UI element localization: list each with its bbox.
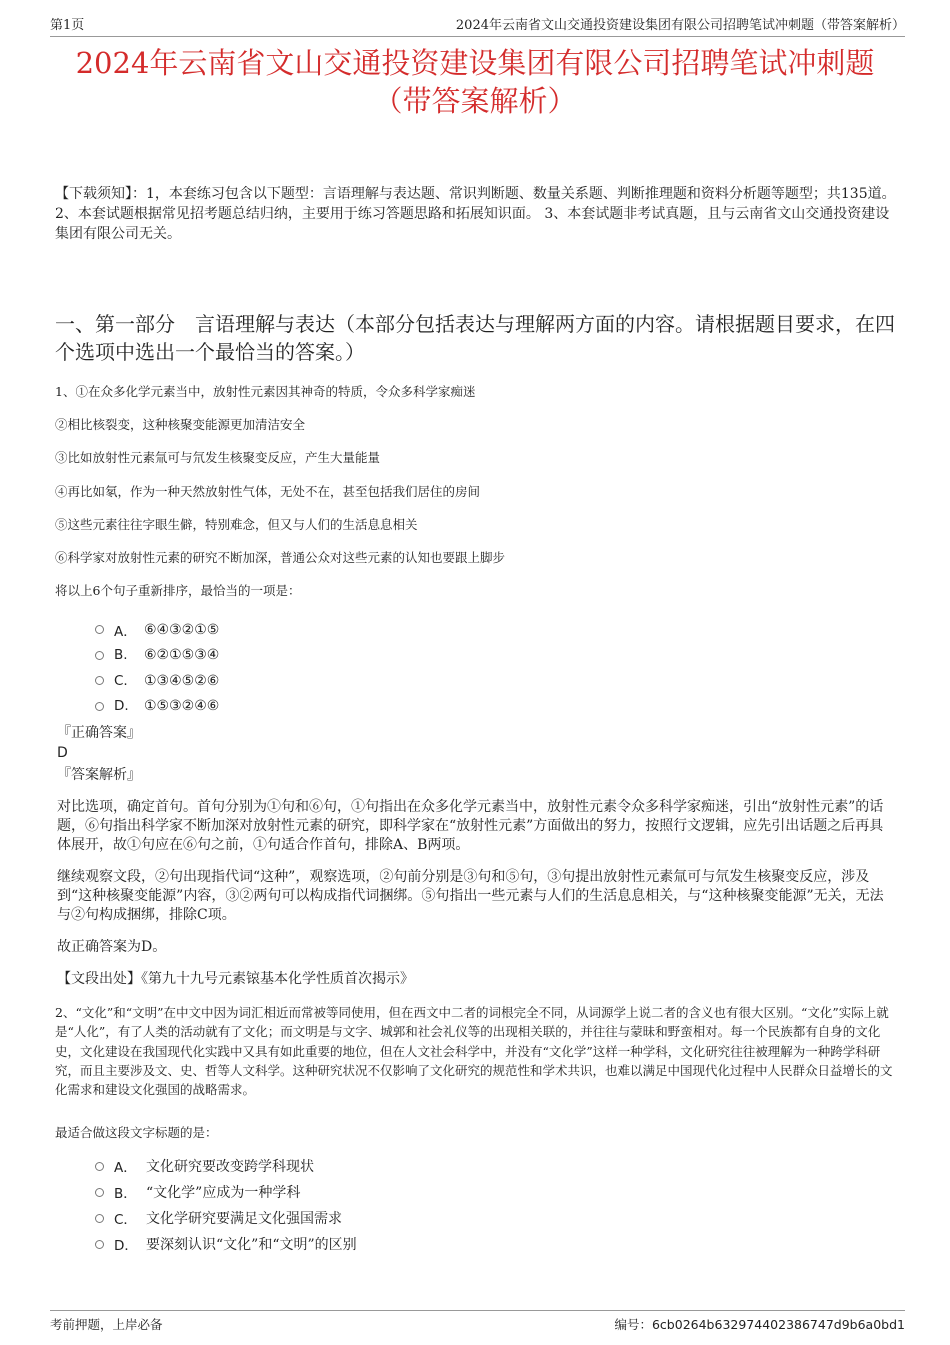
option-letter: D． <box>114 1238 138 1254</box>
q1-line: ⑥科学家对放射性元素的研究不断加深，普通公众对这些元素的认知也要跟上脚步 <box>55 549 506 565</box>
q2-option-a[interactable] <box>95 1153 357 1179</box>
option-letter: A． <box>114 623 137 640</box>
q1-option-a[interactable] <box>95 617 219 643</box>
option-text: ⑥④③②①⑤ <box>144 621 220 638</box>
question-1 <box>55 383 902 615</box>
option-text: 要深刻认识“文化”和“文明”的区别 <box>146 1237 357 1253</box>
section-title: 一、第一部分 言语理解与表达（本部分包括表达与理解两方面的内容。请根据题目要求，在四个选项中选出一个最恰当的答案。） <box>55 312 895 364</box>
q1-line: ④再比如氡，作为一种天然放射性气体，无处不在，甚至包括我们居住的房间 <box>55 483 481 499</box>
footer-code <box>614 1315 905 1333</box>
footer-code-label: 编号： <box>614 1317 652 1332</box>
radio-icon[interactable] <box>95 1162 104 1171</box>
radio-icon[interactable] <box>95 651 104 660</box>
option-letter: C. <box>114 672 128 689</box>
option-letter: D. <box>114 698 129 715</box>
radio-icon[interactable] <box>95 625 104 634</box>
option-letter: B． <box>114 1186 137 1202</box>
q1-option-d[interactable] <box>95 694 219 720</box>
analysis-label: 『答案解析』 <box>57 767 141 783</box>
radio-icon[interactable] <box>95 1188 104 1197</box>
question-2 <box>55 1003 900 1099</box>
q1-option-c[interactable] <box>95 668 219 694</box>
q2-option-d[interactable] <box>95 1231 357 1257</box>
q2-passage: 2、“文化”和“文明”在中文中因为词汇相近而常被等同使用，但在西文中二者的词根完全不同，从词源学上说二者的含义也有很大区别。“文化”实际上就是“人化”，有了人类的活动就有了文化；而文明是与文字、城郭和社会礼仪等的出现相关联的，并往往与蒙昧和野蛮相对。每一个民族都有自身的文化史，文化建设在我国现代化实践中又具有如此重要的地位，但在人文社会科学中，并没有“文化学”这样一种学科，文化研究往往被理解为一种跨学科研究，而且主要涉及文、史、哲等人文科学。这种研究状况不仅影响了文化研究的规范性和学术共识，也难以满足中国现代化过程中人民群众日益增长的文化需求和建设文化强国的战略需求。 <box>55 1005 893 1098</box>
q1-line: ⑤这些元素往往字眼生僻，特别难念，但又与人们的生活息息相关 <box>55 516 418 532</box>
footer-slogan: 考前押题，上岸必备 <box>50 1317 163 1332</box>
q2-option-c[interactable] <box>95 1205 357 1231</box>
page-header <box>50 14 905 37</box>
radio-icon[interactable] <box>95 676 104 685</box>
analysis-paragraph: 故正确答案为D。 <box>57 939 167 955</box>
analysis-paragraph: 对比选项，确定首句。首句分别为①句和⑥句，①句指出在众多化学元素当中，放射性元素令众多科学家痴迷，引出“放射性元素”的话题，⑥句指出科学家不断加深对放射性元素的研究，即科学家在“放射性元素”方面做出的努力，按照行文逻辑，应先引出话题之后再具体展开，故①句应在⑥句之前，①句适合作首句，排除A、B两项。 <box>57 799 884 853</box>
page-number: 第1页 <box>50 18 85 33</box>
option-letter: C． <box>114 1212 137 1228</box>
q1-line: ③比如放射性元素氚可与氘发生核聚变反应，产生大量能量 <box>55 450 381 466</box>
option-text: “文化学”应成为一种学科 <box>146 1185 301 1201</box>
q1-option-b[interactable] <box>95 643 219 669</box>
option-letter: B. <box>114 647 128 664</box>
option-text: ⑥②①⑤③④ <box>144 647 220 664</box>
answer-analysis <box>57 798 890 1002</box>
radio-icon[interactable] <box>95 702 104 711</box>
q2-prompt: 最适合做这段文字标题的是： <box>55 1125 218 1140</box>
option-text: ①③④⑤②⑥ <box>144 672 220 689</box>
radio-icon[interactable] <box>95 1240 104 1249</box>
analysis-paragraph: 继续观察文段，②句出现指代词“这种”，观察选项，②句前分别是③句和⑤句，③句提出放射性元素氚可与氘发生核聚变反应，涉及到“这种核聚变能源”内容，③②两句可以构成指代词捆绑。⑤句指出一些元素与人们的生活息息相关，与“这种核聚变能源”无关，无法与②句构成捆绑，排除C项。 <box>57 869 884 923</box>
option-text: 文化研究要改变跨学科现状 <box>146 1159 314 1175</box>
option-text: ①⑤③②④⑥ <box>144 698 220 715</box>
passage-source: 【文段出处】《第九十九号元素锿基本化学性质首次揭示》 <box>57 971 414 987</box>
title-line-1: 2024年云南省文山交通投资建设集团有限公司招聘笔试冲刺题 <box>75 46 875 80</box>
document-title <box>40 44 910 120</box>
option-letter: A． <box>114 1160 137 1176</box>
q2-options <box>95 1153 357 1257</box>
title-line-2: （带答案解析） <box>373 84 577 118</box>
q1-prompt: 将以上6个句子重新排序，最恰当的一项是： <box>55 583 301 599</box>
header-doc-title: 2024年云南省文山交通投资建设集团有限公司招聘笔试冲刺题（带答案解析） <box>455 18 905 33</box>
q1-line: ②相比核裂变，这种核聚变能源更加清洁安全 <box>55 417 306 433</box>
page-footer <box>50 1310 905 1333</box>
option-text: 文化学研究要满足文化强国需求 <box>146 1211 342 1227</box>
radio-icon[interactable] <box>95 1214 104 1223</box>
footer-code-value: 6cb0264b632974402386747d9b6a0bd1 <box>651 1317 905 1332</box>
answer-value: D <box>57 745 68 761</box>
q1-options <box>95 617 219 719</box>
answer-label: 『正确答案』 <box>57 725 141 741</box>
q2-option-b[interactable] <box>95 1179 357 1205</box>
download-notice: 【下载须知】：1，本套练习包含以下题型：言语理解与表达题、常识判断题、数量关系题、判断推理题和资料分析题等题型；共135道。 2、本套试题根据常见招考题总结归纳，主要用于练习答题思路和拓展知识面。 3、本套试题非考试真题，且与云南省文山交通投资建设集团有限公司无关。 <box>55 186 896 242</box>
q1-line: 1、①在众多化学元素当中，放射性元素因其神奇的特质，令众多科学家痴迷 <box>55 384 476 399</box>
